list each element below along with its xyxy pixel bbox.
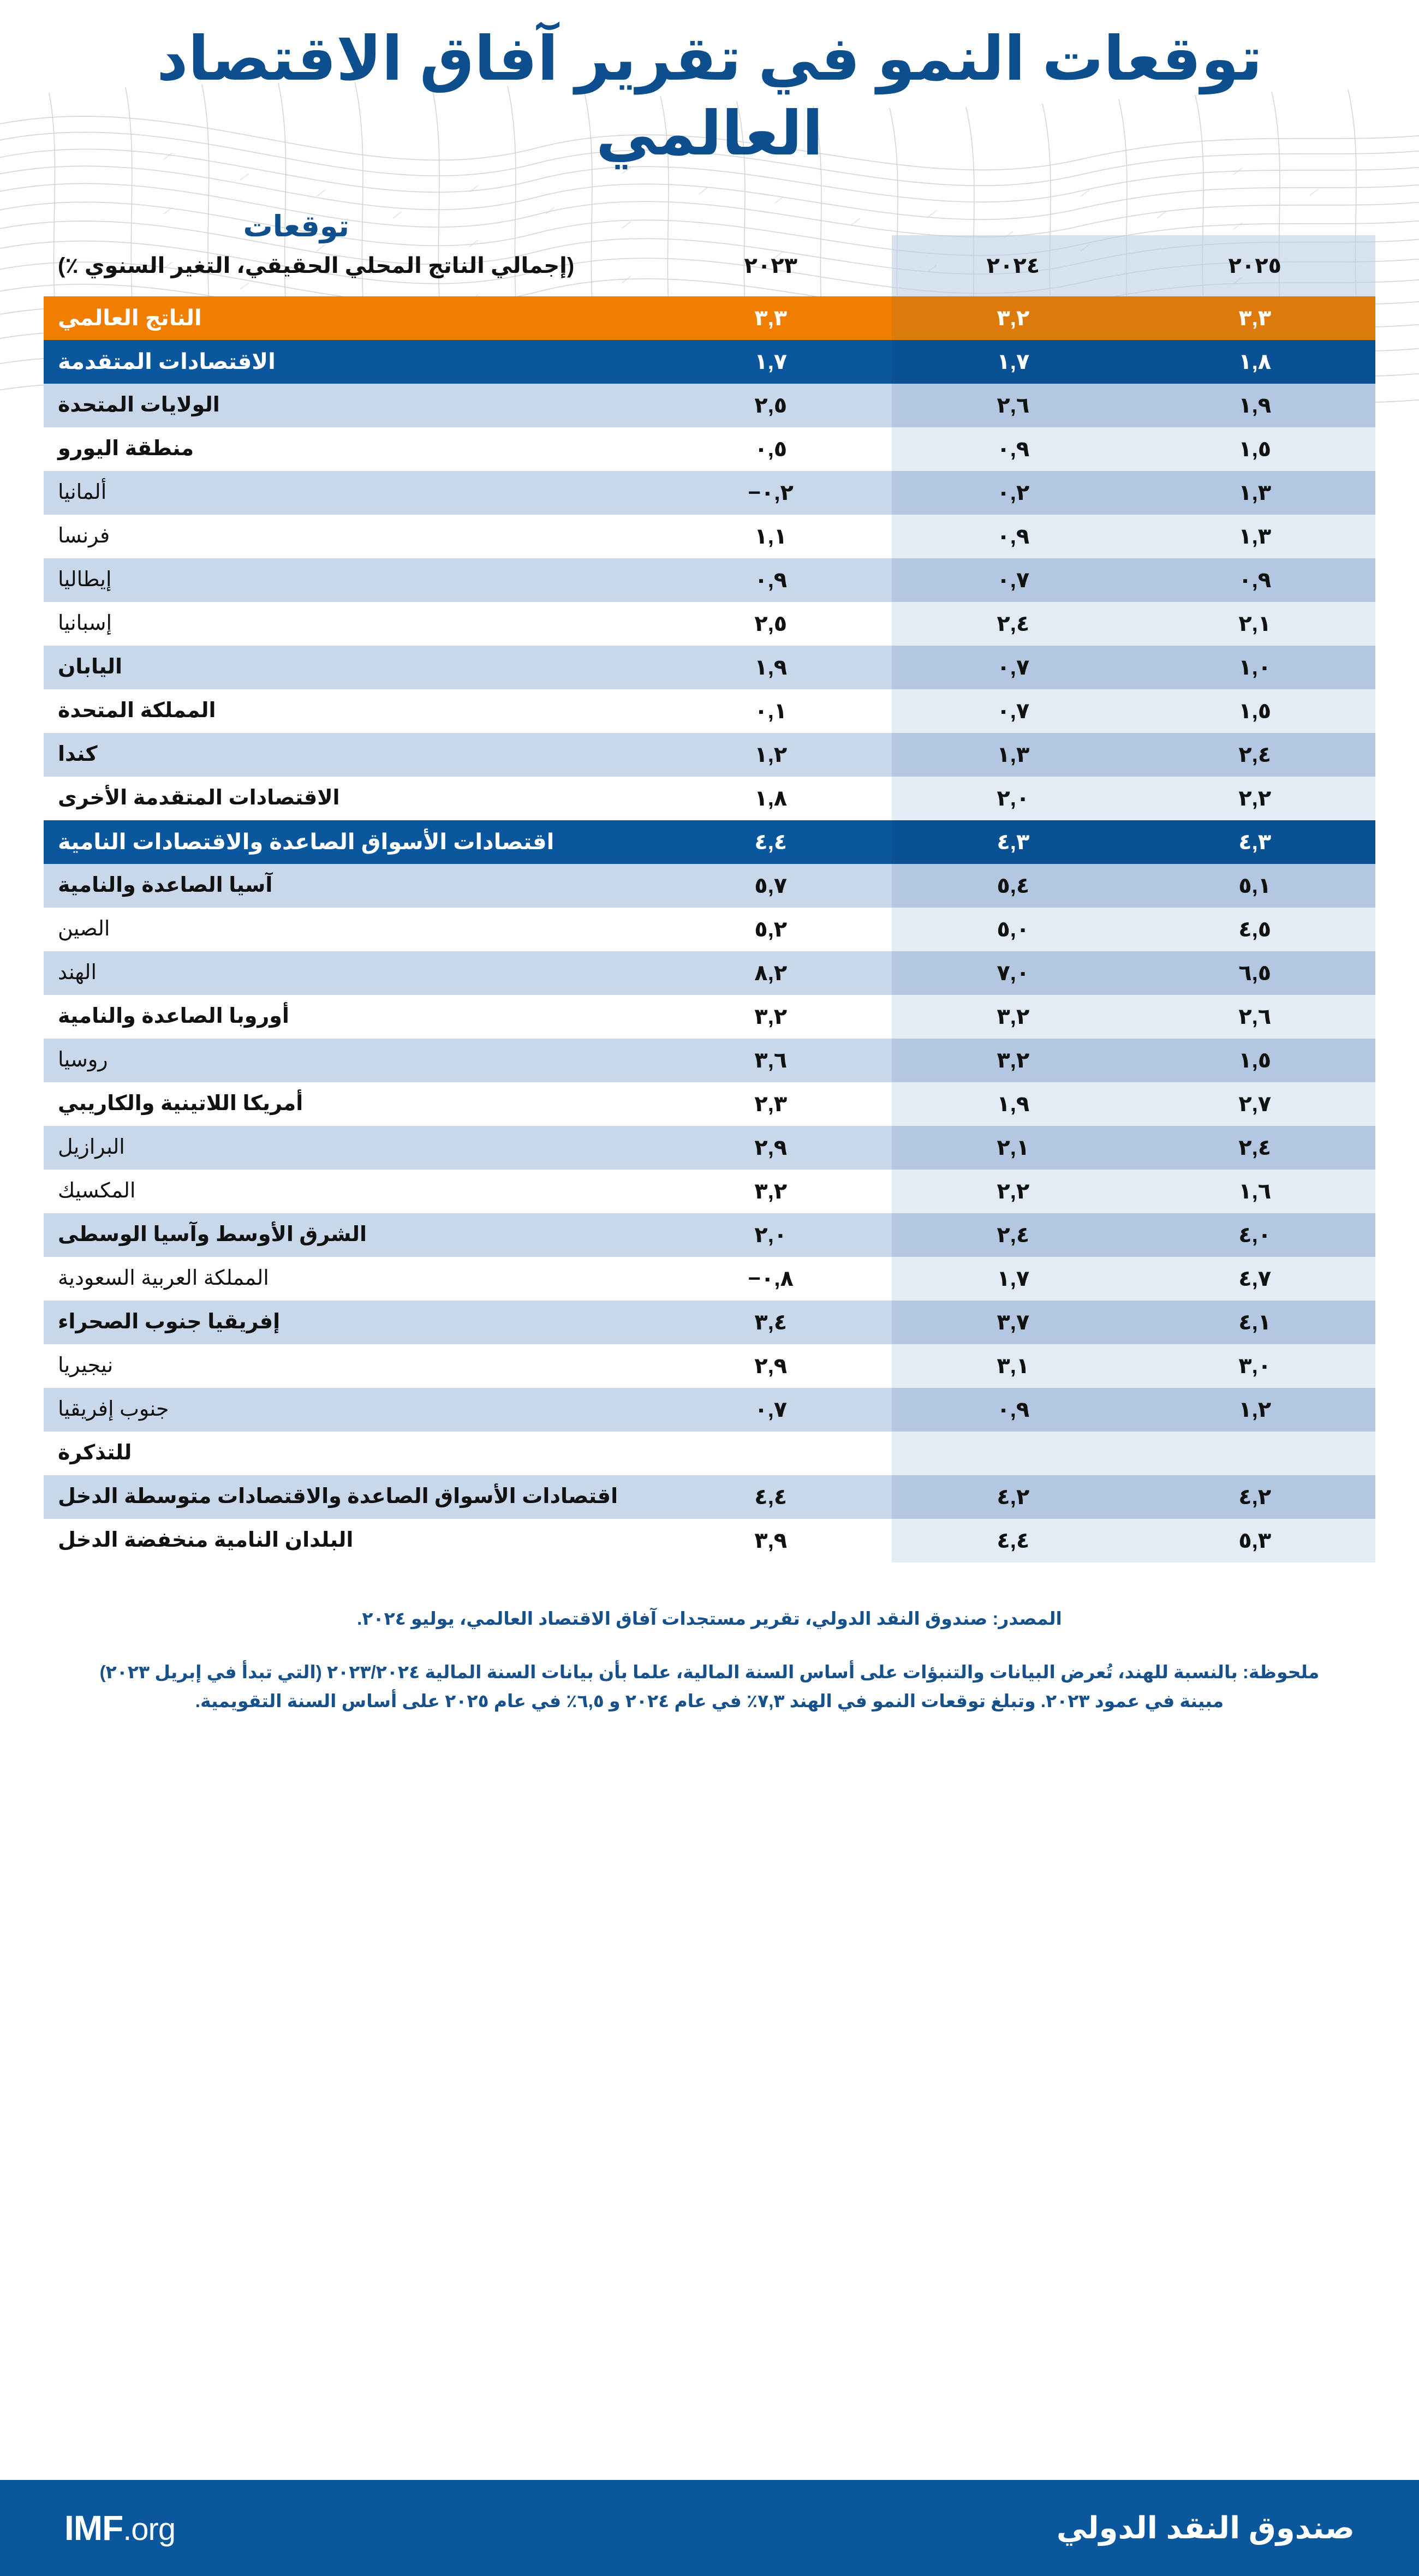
row-label: إفريقيا جنوب الصحراء [44, 1301, 649, 1344]
cell-2025: ٤,٢ [1134, 1475, 1375, 1519]
cell-2024: ١,٣ [892, 733, 1134, 777]
row-label: المكسيك [44, 1170, 649, 1213]
row-label: الصين [44, 908, 649, 951]
table-row [44, 864, 1375, 908]
row-label: ألمانيا [44, 471, 649, 515]
cell-2023: ١,١ [649, 515, 892, 558]
cell-2024: ٤,٤ [892, 1519, 1134, 1563]
table-row [44, 1126, 1375, 1170]
row-label: المملكة العربية السعودية [44, 1257, 649, 1301]
cell-2025: ١,٩ [1134, 384, 1375, 427]
cell-2023: ١,٩ [649, 646, 892, 689]
cell-2023: ٠,٨− [649, 1257, 892, 1301]
projections-table [44, 235, 1375, 1563]
column-header-unit-note: (إجمالي الناتج المحلي الحقيقي، التغير السنوي ٪) [58, 254, 575, 278]
row-label: جنوب إفريقيا [44, 1388, 649, 1432]
cell-2023: ١,٢ [649, 733, 892, 777]
table-row [44, 777, 1375, 820]
row-label: الولايات المتحدة [44, 384, 649, 427]
cell-2023: ٣,٢ [649, 1170, 892, 1213]
table-header [44, 235, 1375, 296]
cell-2024: ٣,٧ [892, 1301, 1134, 1344]
row-label: اقتصادات الأسواق الصاعدة والاقتصادات النامية [44, 820, 649, 864]
cell-2024: ٠,٩ [892, 427, 1134, 471]
cell-2023: ٢,٥ [649, 384, 892, 427]
cell-2024: ٥,٤ [892, 864, 1134, 908]
cell-2024: ٠,٩ [892, 1388, 1134, 1432]
table-row [44, 340, 1375, 384]
row-label: للتذكرة [44, 1432, 649, 1475]
cell-2025: ١,٦ [1134, 1170, 1375, 1213]
table-row [44, 908, 1375, 951]
imf-org-logo[interactable] [64, 2508, 176, 2548]
table-row [44, 1082, 1375, 1126]
table-row [44, 427, 1375, 471]
cell-2024: ٢,١ [892, 1126, 1134, 1170]
cell-2024: ٠,٢ [892, 471, 1134, 515]
imf-logo-suffix: .org [123, 2512, 176, 2547]
cell-2023: ٢,٩ [649, 1344, 892, 1388]
cell-2025: ١,٨ [1134, 340, 1375, 384]
footer-bar [0, 2480, 1419, 2576]
row-label: البرازيل [44, 1126, 649, 1170]
cell-2023 [649, 1432, 892, 1475]
table-row [44, 689, 1375, 733]
table-row [44, 602, 1375, 646]
cell-2025: ٤,٠ [1134, 1213, 1375, 1257]
row-label: الاقتصادات المتقدمة [44, 340, 649, 384]
column-header-2023: ٢٠٢٣ [744, 254, 798, 278]
cell-2024: ١,٧ [892, 1257, 1134, 1301]
cell-2023: ٠,٢− [649, 471, 892, 515]
table-row [44, 951, 1375, 995]
row-label: إسبانيا [44, 602, 649, 646]
page-title: توقعات النمو في تقرير آفاق الاقتصاد العالمي [157, 25, 1262, 168]
table-row [44, 995, 1375, 1039]
cell-2023: ١,٧ [649, 340, 892, 384]
table-row [44, 558, 1375, 602]
cell-2025: ٤,٧ [1134, 1257, 1375, 1301]
cell-2024: ٣,١ [892, 1344, 1134, 1388]
cell-2023: ٨,٢ [649, 951, 892, 995]
row-label: نيجيريا [44, 1344, 649, 1388]
cell-2024: ٢,٢ [892, 1170, 1134, 1213]
table-row [44, 1257, 1375, 1301]
table-row [44, 1519, 1375, 1563]
row-label: الناتج العالمي [44, 296, 649, 340]
cell-2023: ٣,٢ [649, 995, 892, 1039]
row-label: فرنسا [44, 515, 649, 558]
row-label: أمريكا اللاتينية والكاريبي [44, 1082, 649, 1126]
table-header-row [44, 235, 1375, 296]
imf-logo-text: IMF [64, 2508, 123, 2548]
cell-2024: ٢,٤ [892, 602, 1134, 646]
cell-2025: ١,٣ [1134, 515, 1375, 558]
cell-2025: ٦,٥ [1134, 951, 1375, 995]
table-row [44, 733, 1375, 777]
cell-2025: ٢,٤ [1134, 1126, 1375, 1170]
column-header-2025: ٢٠٢٥ [1134, 235, 1375, 296]
cell-2024: ٢,٤ [892, 1213, 1134, 1257]
cell-2023: ٢,٩ [649, 1126, 892, 1170]
row-label: الهند [44, 951, 649, 995]
forecast-group-label: توقعات [243, 210, 349, 243]
cell-2025: ١,٠ [1134, 646, 1375, 689]
table-row [44, 1344, 1375, 1388]
cell-2024: ١,٧ [892, 340, 1134, 384]
cell-2024: ٠,٧ [892, 689, 1134, 733]
cell-2023: ٥,٧ [649, 864, 892, 908]
cell-2023: ٣,٦ [649, 1039, 892, 1082]
cell-2025: ٢,٧ [1134, 1082, 1375, 1126]
table-row [44, 820, 1375, 864]
cell-2023: ٥,٢ [649, 908, 892, 951]
row-label: المملكة المتحدة [44, 689, 649, 733]
column-header-2024: ٢٠٢٤ [892, 235, 1134, 296]
cell-2025: ٤,١ [1134, 1301, 1375, 1344]
row-label: اقتصادات الأسواق الصاعدة والاقتصادات متوسطة الدخل [44, 1475, 649, 1519]
cell-2025: ٤,٣ [1134, 820, 1375, 864]
cell-2025: ١,٥ [1134, 1039, 1375, 1082]
row-label: منطقة اليورو [44, 427, 649, 471]
cell-2024: ٢,٦ [892, 384, 1134, 427]
row-label: اليابان [44, 646, 649, 689]
cell-2025: ٢,٢ [1134, 777, 1375, 820]
organization-name: صندوق النقد الدولي [1056, 2511, 1355, 2545]
row-label: الاقتصادات المتقدمة الأخرى [44, 777, 649, 820]
cell-2023: ٢,٠ [649, 1213, 892, 1257]
cell-2025: ٠,٩ [1134, 558, 1375, 602]
cell-2025: ١,٣ [1134, 471, 1375, 515]
table-row [44, 1170, 1375, 1213]
cell-2024: ٣,٢ [892, 995, 1134, 1039]
cell-2023: ٤,٤ [649, 1475, 892, 1519]
cell-2024: ٢,٠ [892, 777, 1134, 820]
cell-2025: ٢,٤ [1134, 733, 1375, 777]
row-label: إيطاليا [44, 558, 649, 602]
cell-2024: ٥,٠ [892, 908, 1134, 951]
cell-2024: ٤,٢ [892, 1475, 1134, 1519]
table-row [44, 646, 1375, 689]
cell-2024: ١,٩ [892, 1082, 1134, 1126]
table-row [44, 515, 1375, 558]
title-block [0, 0, 1419, 171]
cell-2023: ٤,٤ [649, 820, 892, 864]
cell-2023: ٠,٥ [649, 427, 892, 471]
table-row [44, 1301, 1375, 1344]
cell-2023: ١,٨ [649, 777, 892, 820]
table-body [44, 296, 1375, 1563]
table-row [44, 1432, 1375, 1475]
cell-2023: ٣,٣ [649, 296, 892, 340]
cell-2024 [892, 1432, 1134, 1475]
cell-2024: ٤,٣ [892, 820, 1134, 864]
row-label: أوروبا الصاعدة والنامية [44, 995, 649, 1039]
cell-2025: ٥,١ [1134, 864, 1375, 908]
row-label: الشرق الأوسط وآسيا الوسطى [44, 1213, 649, 1257]
cell-2025: ١,٥ [1134, 427, 1375, 471]
cell-2024: ٣,٢ [892, 296, 1134, 340]
cell-2025: ٢,١ [1134, 602, 1375, 646]
cell-2023: ٢,٣ [649, 1082, 892, 1126]
cell-2025: ١,٥ [1134, 689, 1375, 733]
cell-2025: ٢,٦ [1134, 995, 1375, 1039]
row-label: روسيا [44, 1039, 649, 1082]
cell-2024: ٧,٠ [892, 951, 1134, 995]
projections-table-container [0, 235, 1419, 1563]
footnotes-block [0, 1605, 1419, 1715]
row-label: آسيا الصاعدة والنامية [44, 864, 649, 908]
cell-2023: ٠,٩ [649, 558, 892, 602]
source-note: المصدر: صندوق النقد الدولي، تقرير مستجدات آفاق الاقتصاد العالمي، يوليو ٢٠٢٤. [357, 1608, 1062, 1629]
cell-2025: ٤,٥ [1134, 908, 1375, 951]
table-row [44, 1039, 1375, 1082]
table-row [44, 384, 1375, 427]
table-row [44, 471, 1375, 515]
cell-2023: ٠,١ [649, 689, 892, 733]
cell-2025 [1134, 1432, 1375, 1475]
cell-2025: ٣,٣ [1134, 296, 1375, 340]
cell-2023: ٣,٤ [649, 1301, 892, 1344]
row-label: كندا [44, 733, 649, 777]
cell-2023: ٠,٧ [649, 1388, 892, 1432]
table-row [44, 1475, 1375, 1519]
cell-2024: ٠,٧ [892, 646, 1134, 689]
cell-2023: ٢,٥ [649, 602, 892, 646]
cell-2025: ١,٢ [1134, 1388, 1375, 1432]
cell-2024: ٠,٩ [892, 515, 1134, 558]
table-row [44, 296, 1375, 340]
methodology-note: ملحوظة: بالنسبة للهند، تُعرض البيانات والتنبؤات على أساس السنة المالية، علما بأن بيانات السنة المالية ٢٠٢٣/٢٠٢٤ (التي تبدأ في إبريل ٢٠٢٣) مبينة في عمود ٢٠٢٣. وتبلغ توقعات النمو في الهند ٧,٣٪ في عام ٢٠٢٤ و ٦,٥٪ في عام ٢٠٢٥ على أساس السنة التقويمية. [99, 1661, 1320, 1712]
cell-2024: ٣,٢ [892, 1039, 1134, 1082]
table-row [44, 1213, 1375, 1257]
cell-2025: ٥,٣ [1134, 1519, 1375, 1563]
cell-2023: ٣,٩ [649, 1519, 892, 1563]
cell-2024: ٠,٧ [892, 558, 1134, 602]
table-row [44, 1388, 1375, 1432]
cell-2025: ٣,٠ [1134, 1344, 1375, 1388]
row-label: البلدان النامية منخفضة الدخل [44, 1519, 649, 1563]
